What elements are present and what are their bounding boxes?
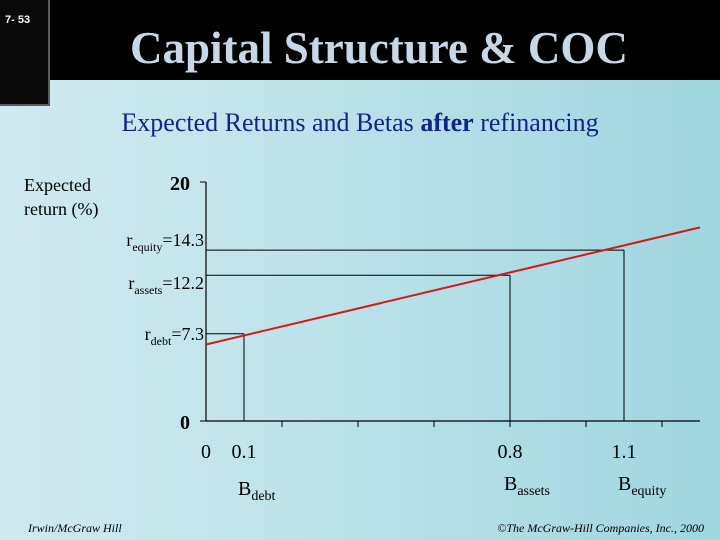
- return-label: [145, 324, 204, 348]
- x-tick-label: 0.8: [497, 441, 523, 463]
- beta-label: [238, 478, 276, 504]
- return-label-sub: equity: [132, 240, 163, 255]
- beta-label-base: B: [504, 473, 518, 495]
- y-axis-label-line-1: Expected: [24, 175, 91, 195]
- beta-label-sub: equity: [631, 484, 667, 499]
- beta-label: [618, 473, 666, 499]
- footer-copyright: ©The McGraw-Hill Companies, Inc., 2000: [497, 521, 704, 535]
- return-label-value: =14.3: [162, 230, 204, 251]
- y-tick-label: 0: [180, 412, 190, 434]
- subtitle-prefix: Expected Returns and Betas: [121, 108, 421, 137]
- return-label-value: =12.2: [162, 273, 204, 294]
- beta-label-sub: assets: [517, 484, 551, 499]
- x-tick-label: 0.1: [231, 441, 257, 463]
- y-axis-label-line-2: return (%): [24, 199, 99, 219]
- return-label-sub: debt: [150, 333, 172, 348]
- subtitle-emphasis: after: [420, 108, 474, 137]
- return-label-base: r: [126, 230, 133, 251]
- beta-label-base: B: [238, 478, 252, 500]
- x-tick-label: 1.1: [611, 441, 637, 463]
- subtitle-suffix: refinancing: [473, 108, 599, 137]
- sml-line: [206, 227, 700, 344]
- beta-label-base: B: [618, 473, 632, 495]
- x-tick-label: 0: [201, 441, 211, 463]
- return-label-base: r: [144, 323, 151, 344]
- footer-publisher: Irwin/McGraw Hill: [28, 521, 122, 535]
- slide-title: Capital Structure & COC: [130, 23, 628, 73]
- beta-label: [504, 473, 550, 499]
- return-label-value: =7.3: [171, 323, 204, 344]
- return-label-base: r: [128, 273, 135, 294]
- return-label: [126, 230, 204, 254]
- slide-number: 7- 53: [5, 14, 31, 26]
- beta-label-sub: debt: [251, 489, 276, 504]
- return-label: [128, 273, 204, 297]
- y-tick-label: 20: [170, 173, 190, 195]
- return-label-sub: assets: [134, 283, 163, 298]
